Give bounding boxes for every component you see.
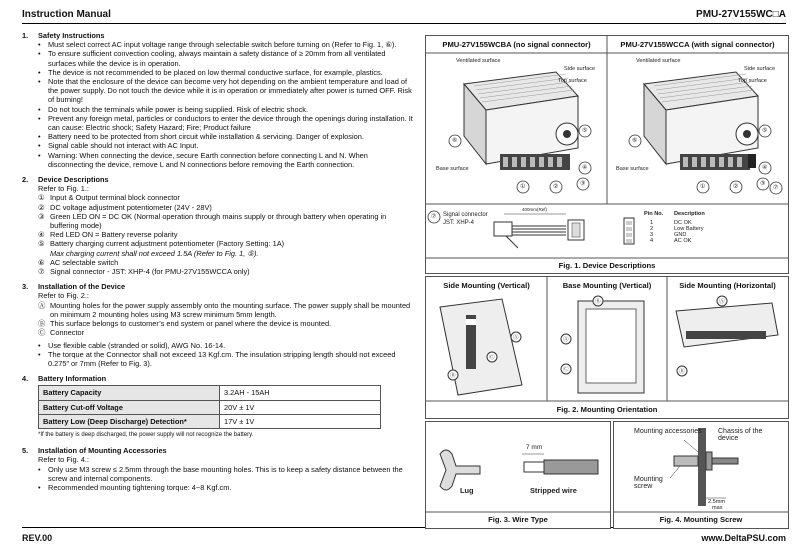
refer-text: Refer to Fig. 1.: <box>38 184 89 194</box>
install-bullets <box>22 341 414 369</box>
fig2-title-side-vertical: Side Mounting (Vertical) <box>443 281 530 290</box>
table-row: Battery Low (Deep Discharge) Detection* 17V ± 1V <box>39 414 381 428</box>
install-bullet: • The torque at the Connector shall not exceed 13 Kgf.cm. The insulation stripping length should not exceed 0.275” or 7mm (Refer to Fig. 3). <box>38 350 414 368</box>
fig4-caption: Fig. 4. Mounting Screw <box>659 515 743 524</box>
marker-5: ⑤ <box>582 128 588 134</box>
table-row: Battery Capacity 3.2AH - 15AH <box>39 386 381 400</box>
label-top: Top surface <box>738 78 767 84</box>
mark-a: Ⓐ <box>719 299 725 305</box>
section-safety <box>22 31 414 169</box>
instructions-column <box>22 31 414 498</box>
accessory-bullet: • Recommended mounting tightening torque: 4~8 Kgf.cm. <box>38 483 414 492</box>
marker-2: ② <box>733 184 739 190</box>
signal-name: Signal connector <box>443 212 488 218</box>
safety-item: • Signal cable should not interact with AC Input. <box>38 141 414 150</box>
pin-number: 3 <box>650 232 654 238</box>
safety-item: • To ensure sufficient convection cooling, always maintain a safety distance of ≥ 20mm from all ventilated surfaces while the device is in operation. <box>38 49 414 67</box>
section-device <box>22 175 414 276</box>
label-ventilated: Ventilated surface <box>456 58 501 64</box>
accessories-label: Mounting accessories <box>634 428 702 435</box>
fig2-caption: Fig. 2. Mounting Orientation <box>556 405 658 414</box>
marker-5: ⑤ <box>762 128 768 134</box>
pin-desc: Low Battery <box>674 226 704 232</box>
label-base: Base surface <box>436 166 469 172</box>
screw-dim-max: max <box>712 505 723 511</box>
mark-b: Ⓑ <box>679 369 685 375</box>
mark-c: Ⓒ <box>489 355 495 361</box>
marker-2: ② <box>553 184 559 190</box>
marker-4: ④ <box>582 165 588 171</box>
stripped-wire-label: Stripped wire <box>530 486 577 495</box>
safety-list <box>22 40 414 169</box>
screw-dim: 2.5mm <box>708 499 726 505</box>
revision: REV.00 <box>22 533 53 543</box>
cable-length: 400mm(Ref) <box>522 207 548 212</box>
install-item: Ⓒ Connector <box>38 328 85 338</box>
fig1-caption: Fig. 1. Device Descriptions <box>558 261 656 270</box>
pin-number: 2 <box>650 226 654 232</box>
accessory-bullets <box>22 465 414 493</box>
fig1-drawing <box>426 36 788 273</box>
section-number: 1. <box>22 31 29 40</box>
mark-a: Ⓐ <box>513 335 519 341</box>
psu-drawing-a <box>464 72 578 170</box>
section-number: 5. <box>22 446 29 456</box>
marker-1: ① <box>700 184 706 190</box>
device-item-note: Max charging current shall not exceed 1.5A (Refer to Fig. 1, ⑤). <box>50 248 259 258</box>
fig4-mounting-screw <box>613 421 789 529</box>
fig1-title-a: PMU-27V155WCBA (no signal connector) <box>442 40 591 49</box>
safety-item: • The device is not recommended to be placed on low thermal conductive surface, for example, plastics. <box>38 68 414 77</box>
fig3-caption: Fig. 3. Wire Type <box>488 515 548 524</box>
mark-b: Ⓑ <box>595 299 601 305</box>
section-battery <box>22 374 414 440</box>
desc-header: Description <box>674 211 705 217</box>
section-title: Installation of the Device <box>38 282 126 292</box>
lug-label: Lug <box>460 486 474 495</box>
install-item: Ⓐ Mounting holes for the power supply assembly onto the mounting surface. The power supply shall be mounted on minimum 2 mounting holes using M3 screw minimum 5mm length. <box>38 300 411 319</box>
battery-footnote: *If the battery is deep discharged, the power supply will not recognize the battery. <box>38 431 254 438</box>
install-item: Ⓑ This surface belongs to customer’s end system or panel where the device is mounted. <box>38 319 332 329</box>
signal-marker: ⑦ <box>431 214 437 220</box>
signal-connector-drawing <box>494 214 634 248</box>
device-item: ② DC voltage adjustment potentiometer (24V - 28V) <box>38 202 212 212</box>
strip-length: 7 mm <box>526 444 543 451</box>
pin-desc: DC OK <box>674 220 692 226</box>
pin-number: 1 <box>650 220 654 226</box>
label-side: Side surface <box>744 66 776 72</box>
device-item: ⑤ Battery charging current adjustment potentiometer (Factory Setting: 1A) <box>38 239 285 249</box>
doc-title: Instruction Manual <box>22 9 111 20</box>
safety-item: • Note that the enclosure of the device can become very hot depending on the ambient temperature and load of the power supply. Do not touch the device while it is in operation or immediately after power is turned OFF. Risk of burning! <box>38 77 414 105</box>
section-number: 3. <box>22 282 29 292</box>
safety-item: • Warning: When connecting the device, secure Earth connection before connecting L and N. When disconnecting the device, remove L and N connections before removing the Earth connection. <box>38 151 414 169</box>
label-base: Base surface <box>616 166 649 172</box>
label-ventilated: Ventilated surface <box>636 58 681 64</box>
safety-item: • Must select correct AC input voltage range through selectable switch before turning on (Refer to Fig. 1, ⑥). <box>38 40 414 49</box>
pin-desc: AC OK <box>674 238 692 244</box>
pin-header: Pin No. <box>644 211 664 217</box>
fig1-device-descriptions <box>425 35 789 274</box>
fig3-drawing <box>426 422 610 528</box>
fig2-drawing <box>426 277 788 418</box>
website-link[interactable]: www.DeltaPSU.com <box>701 533 786 543</box>
fig1-title-b: PMU-27V155WCCA (with signal connector) <box>620 40 775 49</box>
marker-1: ① <box>520 184 526 190</box>
signal-type: JST: XHP-4 <box>443 220 475 226</box>
device-item: ③ Green LED ON = DC OK (Normal operation through mains supply or through battery when operating in buffering mode) <box>38 211 387 231</box>
section-title: Safety Instructions <box>38 31 105 40</box>
fig2-title-side-horizontal: Side Mounting (Horizontal) <box>679 281 776 290</box>
section-title: Device Descriptions <box>38 175 109 185</box>
model-number: PMU-27V155WC□A <box>696 9 786 20</box>
marker-4: ④ <box>762 165 768 171</box>
device-item: ① Input & Output terminal block connector <box>38 193 180 203</box>
section-accessories <box>22 446 414 492</box>
marker-6: ⑥ <box>632 138 638 144</box>
install-bullet: • Use flexible cable (stranded or solid), AWG No. 16-14. <box>38 341 414 350</box>
marker-3: ③ <box>760 181 766 187</box>
screw-label: Mounting screw <box>634 476 663 490</box>
section-number: 4. <box>22 374 29 384</box>
device-item: ⑦ Signal connector - JST: XHP-4 (for PMU-27V155WCCA only) <box>38 267 250 277</box>
pin-desc: GND <box>674 232 687 238</box>
table-row: Battery Cut-off Voltage 20V ± 1V <box>39 400 381 414</box>
marker-7: ⑦ <box>773 185 779 191</box>
mark-b: Ⓑ <box>450 373 456 379</box>
pin-number: 4 <box>650 238 654 244</box>
section-number: 2. <box>22 175 29 185</box>
section-title: Battery Information <box>38 374 107 384</box>
fig3-wire-type <box>425 421 611 529</box>
chassis-label: Chassis of the device <box>718 428 763 442</box>
psu-drawing-b <box>644 72 758 170</box>
label-top: Top surface <box>558 78 587 84</box>
page-header <box>22 9 786 24</box>
marker-6: ⑥ <box>452 138 458 144</box>
device-item: ⑥ AC selectable switch <box>38 257 119 267</box>
marker-3: ③ <box>580 181 586 187</box>
safety-item: • Prevent any foreign metal, particles or conductors to enter the device through the openings during installation. It can cause: Electric shock; Safety Hazard; Fire; Product failure <box>38 114 414 132</box>
fig2-title-base-vertical: Base Mounting (Vertical) <box>562 281 652 290</box>
safety-item: • Do not touch the terminals while power is being supplied. Risk of electric shock. <box>38 105 414 114</box>
mark-c: Ⓒ <box>563 367 569 373</box>
fig2-mounting-orientation <box>425 276 789 419</box>
section-title: Installation of Mounting Accessories <box>38 446 167 456</box>
refer-text: Refer to Fig. 4.: <box>38 455 89 465</box>
label-side: Side surface <box>564 66 596 72</box>
device-item: ④ Red LED ON = Battery reverse polarity <box>38 230 178 240</box>
refer-text: Refer to Fig. 2.: <box>38 291 89 301</box>
accessory-bullet: • Only use M3 screw ≤ 2.5mm through the base mounting holes. This is to keep a safety distance between the screw and internal components. <box>38 465 414 483</box>
mark-a: Ⓐ <box>563 337 569 343</box>
section-installation <box>22 282 414 368</box>
safety-item: • Battery need to be protected from short circuit while installation & servicing. Danger of explosion. <box>38 132 414 141</box>
battery-table <box>38 385 381 429</box>
